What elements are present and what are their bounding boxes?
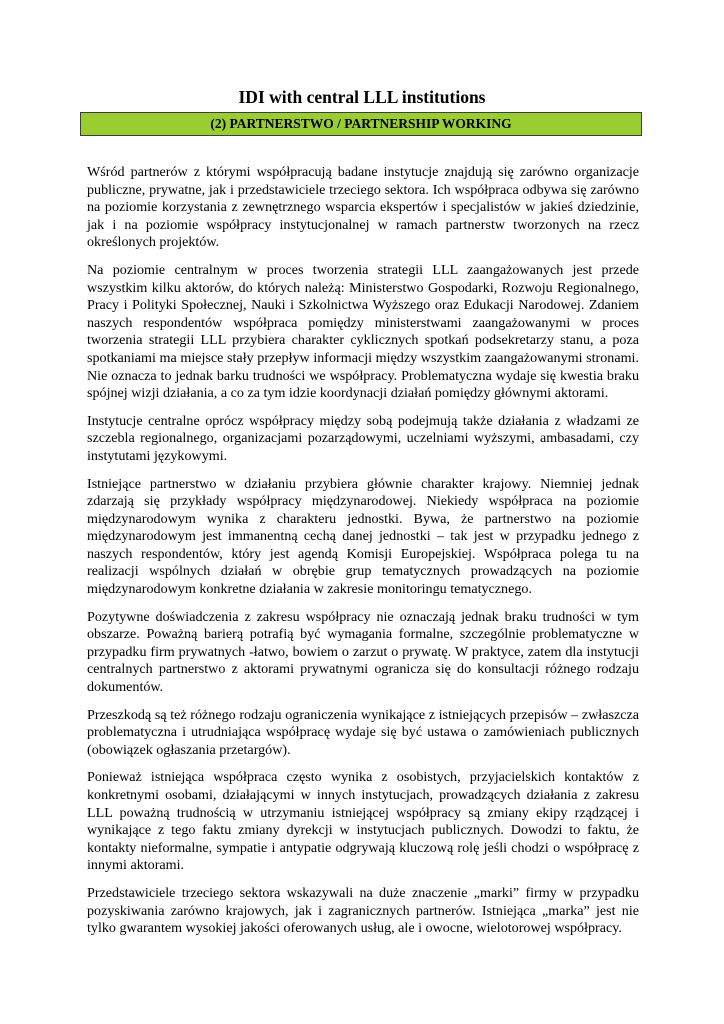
paragraph: Na poziomie centralnym w proces tworzenia strategii LLL zaangażowanych jest przede wszystkim kilku aktorów, do których należą: Ministerstwo Gospodarki, Rozwoju Regionalnego, Pracy i Polityki Społecznej, Nauki i Szkolnictwa Wyższego oraz Edukacji Narodowej. Zdaniem naszych respondentów współpraca pomiędzy ministerstwami zaangażowanymi w proces tworzenia strategii LLL przybiera charakter cyklicznych spotkań podsekretarzy stanu, a poza spotkaniami ma miejsce stały przepływ informacji między wszystkim zaangażowanymi stronami. Nie oznacza to jednak barku trudności we współpracy. Problematyczna wydaje się kwestia braku spójnej wizji działania, a co za tym idzie koordynacji działań pomiędzy głównymi aktorami. — [87, 261, 639, 402]
paragraph: Przedstawiciele trzeciego sektora wskazywali na duże znaczenie „marki” firmy w przypadku pozyskiwania zarówno krajowych, jak i zagranicznych partnerów. Istniejąca „marka” jest nie tylko gwarantem wysokiej jakości oferowanych usług, ale i owocne, wielotorowej współpracy. — [87, 884, 639, 937]
document-body — [87, 164, 639, 948]
paragraph: Ponieważ istniejąca współpraca często wynika z osobistych, przyjacielskich kontaktów z konkretnymi osobami, działającymi w innych instytucjach, prowadzących działania z zakresu LLL poważną trudnością w utrzymaniu istniejącej współpracy są zmiany ekipy rządzącej i wynikające z tego faktu zmiany dyrekcji w instytucjach publicznych. Dowodzi to faktu, że kontakty nieformalne, sympatie i antypatie odgrywają kluczową rolę jeśli chodzi o współpracę z innymi aktorami. — [87, 769, 639, 874]
paragraph: Pozytywne doświadczenia z zakresu współpracy nie oznaczają jednak braku trudności w tym obszarze. Poważną barierą potrafią być wymagania formalne, szczególnie problematyczne w przypadku firm prywatnych -łatwo, bowiem o zarzut o prywatę. W praktyce, zatem dla instytucji centralnych partnerstwo z aktorami prywatnymi ogranicza się do konsultacji różnego rodzaju dokumentów. — [87, 608, 639, 696]
paragraph: Wśród partnerów z którymi współpracują badane instytucje znajdują się zarówno organizacje publiczne, prywatne, jak i przedstawiciele trzeciego sektora. Ich współpraca odbywa się zarówno na poziomie korzystania z zewnętrznego wsparcia ekspertów i specjalistów w jakieś dziedzinie, jak i na poziomie współpracy instytucjonalnej w ramach partnerstw tworzonych na rzecz określonych projektów. — [87, 164, 639, 251]
paragraph: Przeszkodą są też różnego rodzaju ograniczenia wynikające z istniejących przepisów – zwłaszcza problematyczna i utrudniająca współpracę wydaje się być ustawa o zamówieniach publicznych (obowiązek ogłaszania przetargów). — [87, 706, 639, 758]
document-title: IDI with central LLL institutions — [238, 87, 486, 107]
paragraph: Instytucje centralne oprócz współpracy między sobą podejmują także działania z władzami ze szczebla regionalnego, organizacjami pozarządowymi, uczelniami wyższymi, ambasadami, czy instytutami językowymi. — [87, 412, 639, 464]
section-banner: (2) PARTNERSTWO / PARTNERSHIP WORKING — [80, 112, 642, 136]
paragraph: Istniejące partnerstwo w działaniu przybiera głównie charakter krajowy. Niemniej jednak zdarzają się przykłady współpracy międzynarodowej. Niekiedy współpraca na poziomie międzynarodowym wynika z charakteru jednostki. Bywa, że partnerstwo na poziomie międzynarodowym jest immanentną cechą danej jednostki – tak jest w przypadku jednego z naszych respondentów, który jest agendą Komisji Europejskiej. Współpraca polega tu na realizacji wspólnych działań w obrębie grup tematycznych prowadzących na poziomie międzynarodowym konkretne działania w zakresie monitoringu tematycznego. — [87, 475, 639, 598]
